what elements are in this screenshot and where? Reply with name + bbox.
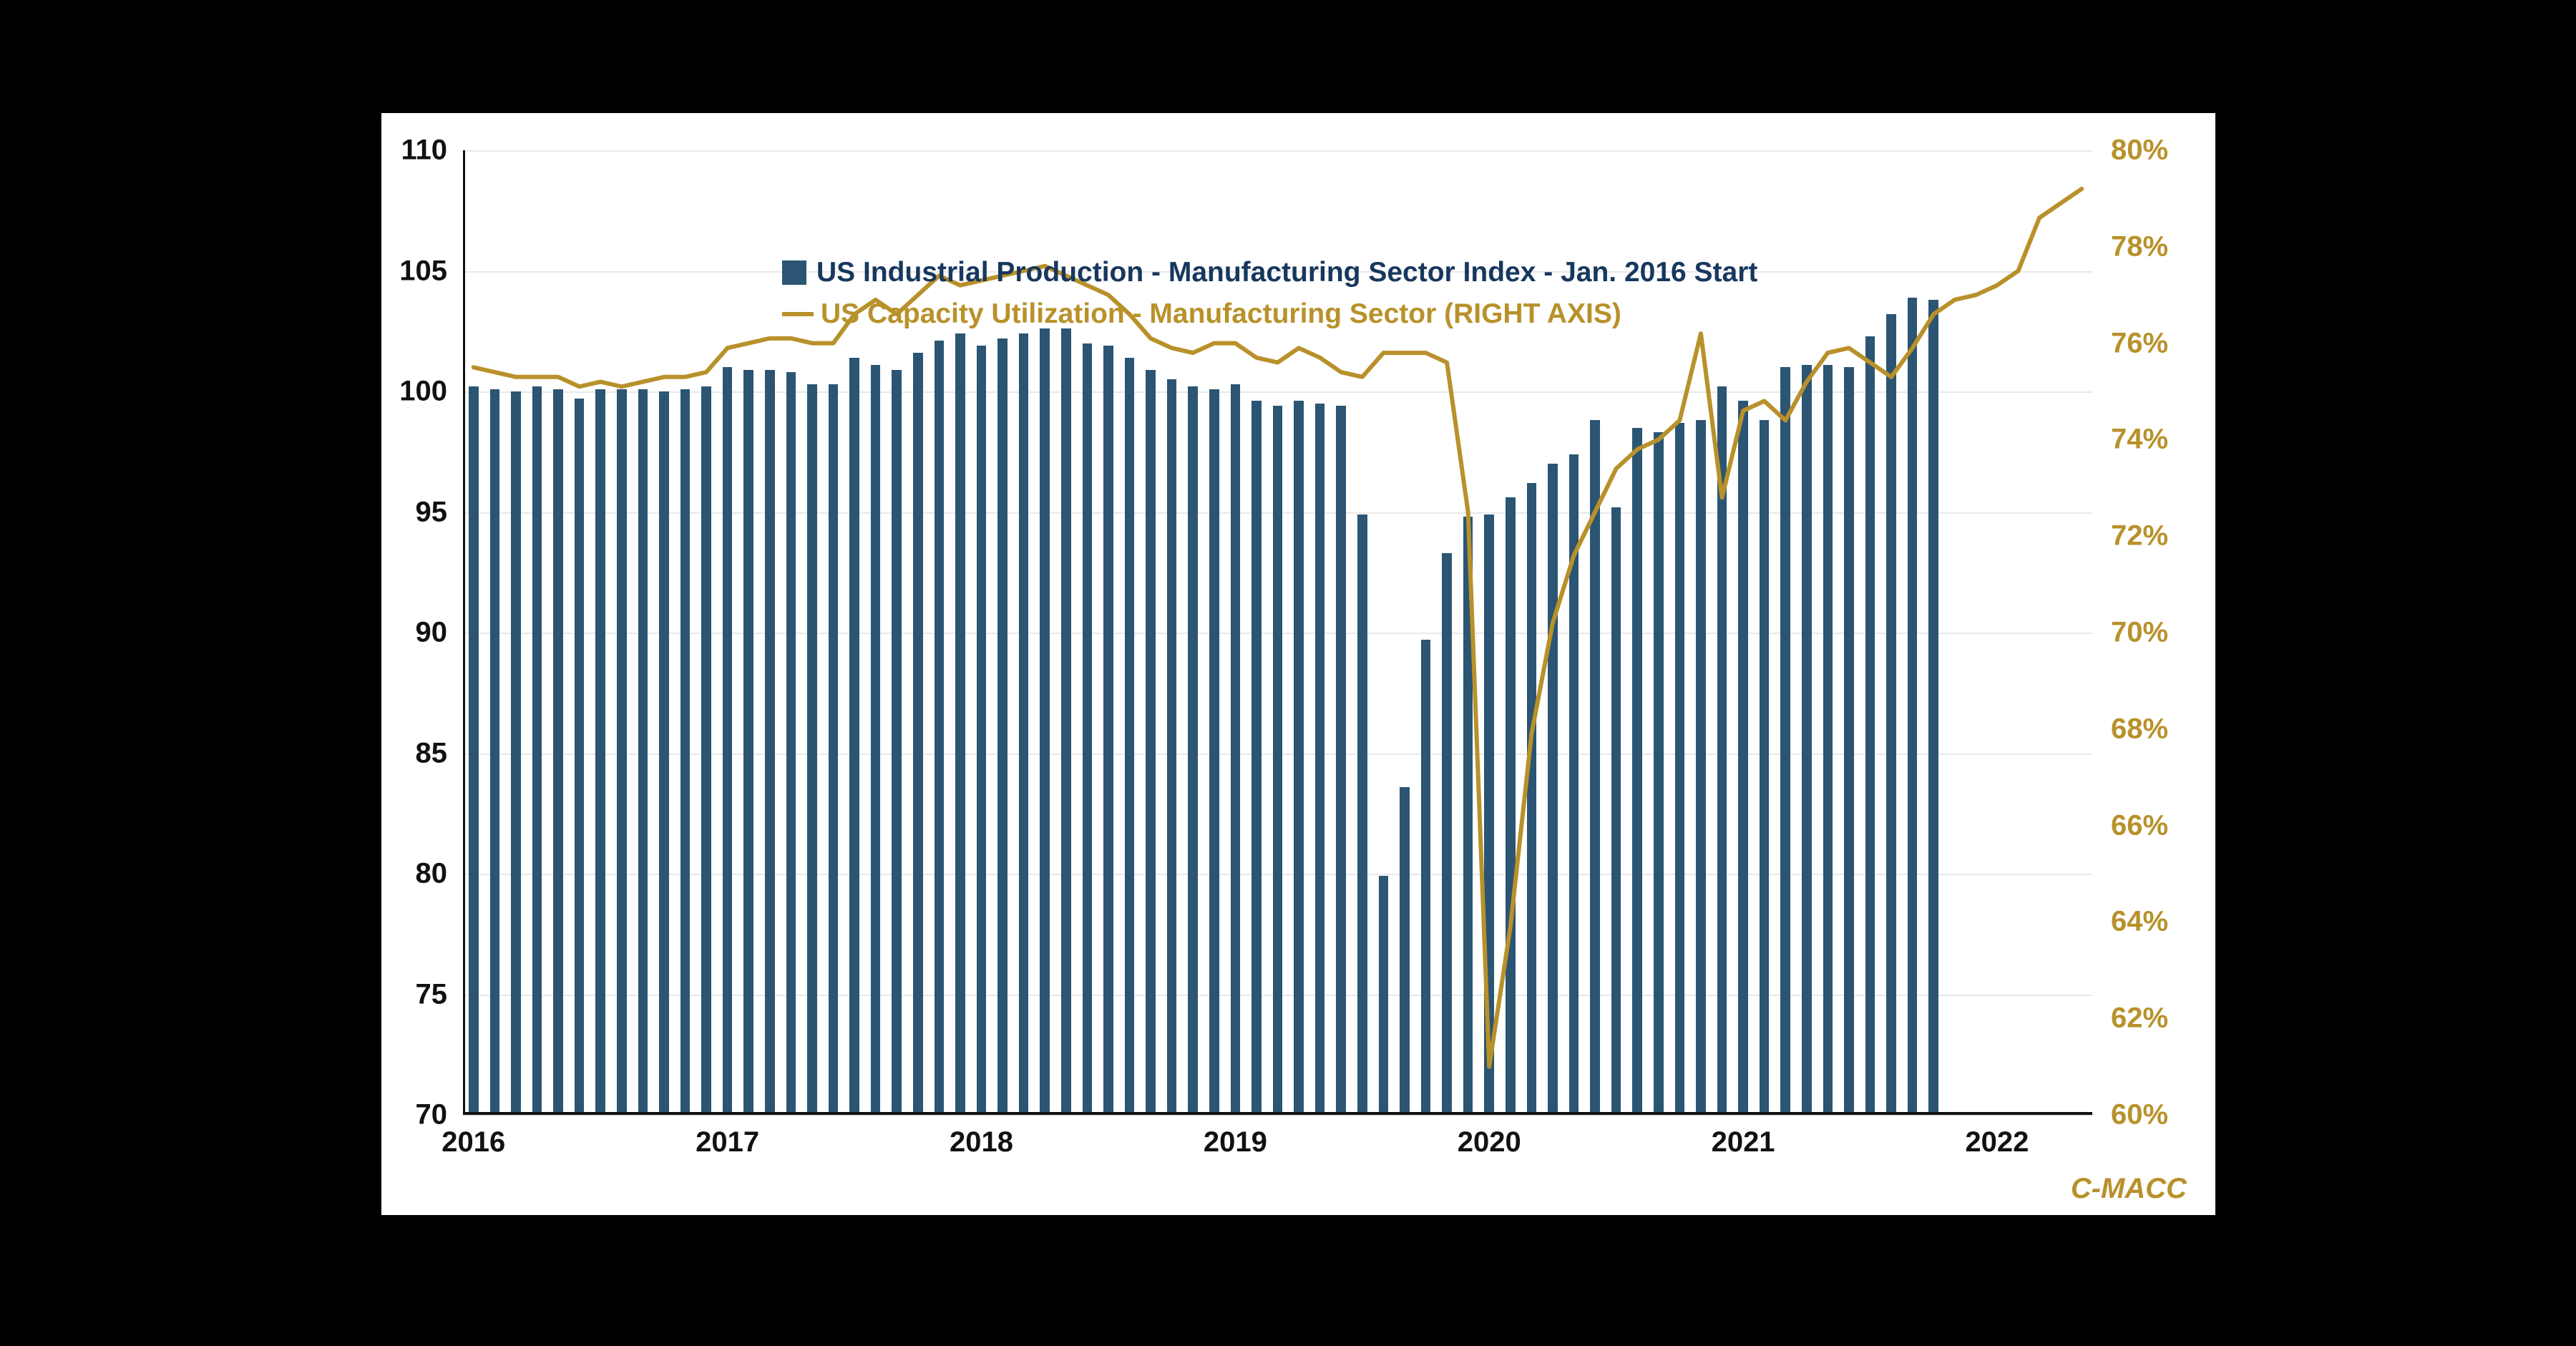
left-axis-tick-label: 85 (415, 737, 447, 769)
right-axis-tick-label: 66% (2111, 809, 2169, 842)
left-axis-tick-label: 75 (415, 978, 447, 1010)
right-axis-tick-label: 74% (2111, 423, 2169, 455)
left-axis-tick-label: 100 (399, 375, 447, 407)
legend-item-capacity-utilization (782, 298, 1927, 331)
left-axis-tick-label: 90 (415, 616, 447, 648)
right-axis-tick-label: 78% (2111, 230, 2169, 263)
left-axis-tick-label: 95 (415, 496, 447, 527)
legend-item-label: US Industrial Production - Manufacturing Sector Index - Jan. 2016 Start (816, 257, 1758, 288)
left-axis-tick-label: 105 (399, 255, 447, 286)
x-axis-tick-label: 2016 (441, 1126, 506, 1158)
bottom-axis-line (463, 1112, 2092, 1115)
right-axis-tick-label: 64% (2111, 905, 2169, 937)
x-axis-tick-label: 2021 (1711, 1126, 1775, 1158)
x-axis-tick-label: 2022 (1965, 1126, 2029, 1158)
x-axis-tick-label: 2017 (696, 1126, 760, 1158)
x-axis-tick-label: 2020 (1457, 1126, 1521, 1158)
right-axis-tick-label: 70% (2111, 616, 2169, 648)
x-axis-tick-label: 2018 (950, 1126, 1013, 1158)
right-axis-tick-label: 72% (2111, 520, 2169, 552)
left-axis-line (463, 150, 465, 1115)
right-axis-tick-label: 60% (2111, 1098, 2169, 1131)
right-axis-tick-label: 76% (2111, 327, 2169, 359)
left-axis-tick-label: 110 (401, 134, 447, 166)
legend-item-label: US Capacity Utilization - Manufacturing Sector (RIGHT AXIS) (821, 298, 1621, 329)
chart-legend (782, 256, 1927, 339)
right-axis-tick-label: 80% (2111, 134, 2169, 166)
left-axis-tick-label: 80 (415, 857, 447, 889)
legend-line-swatch-icon (782, 312, 814, 316)
legend-item-industrial-production (782, 256, 1927, 289)
right-axis-tick-label: 68% (2111, 713, 2169, 745)
chart-panel (381, 113, 2215, 1215)
left-axis-tick-label: 70 (415, 1098, 447, 1131)
gridline (463, 1115, 2092, 1116)
right-axis-tick-label: 62% (2111, 1002, 2169, 1034)
legend-bar-swatch-icon (782, 260, 806, 285)
watermark-label: C-MACC (2070, 1173, 2187, 1204)
x-axis-tick-label: 2019 (1203, 1126, 1267, 1158)
